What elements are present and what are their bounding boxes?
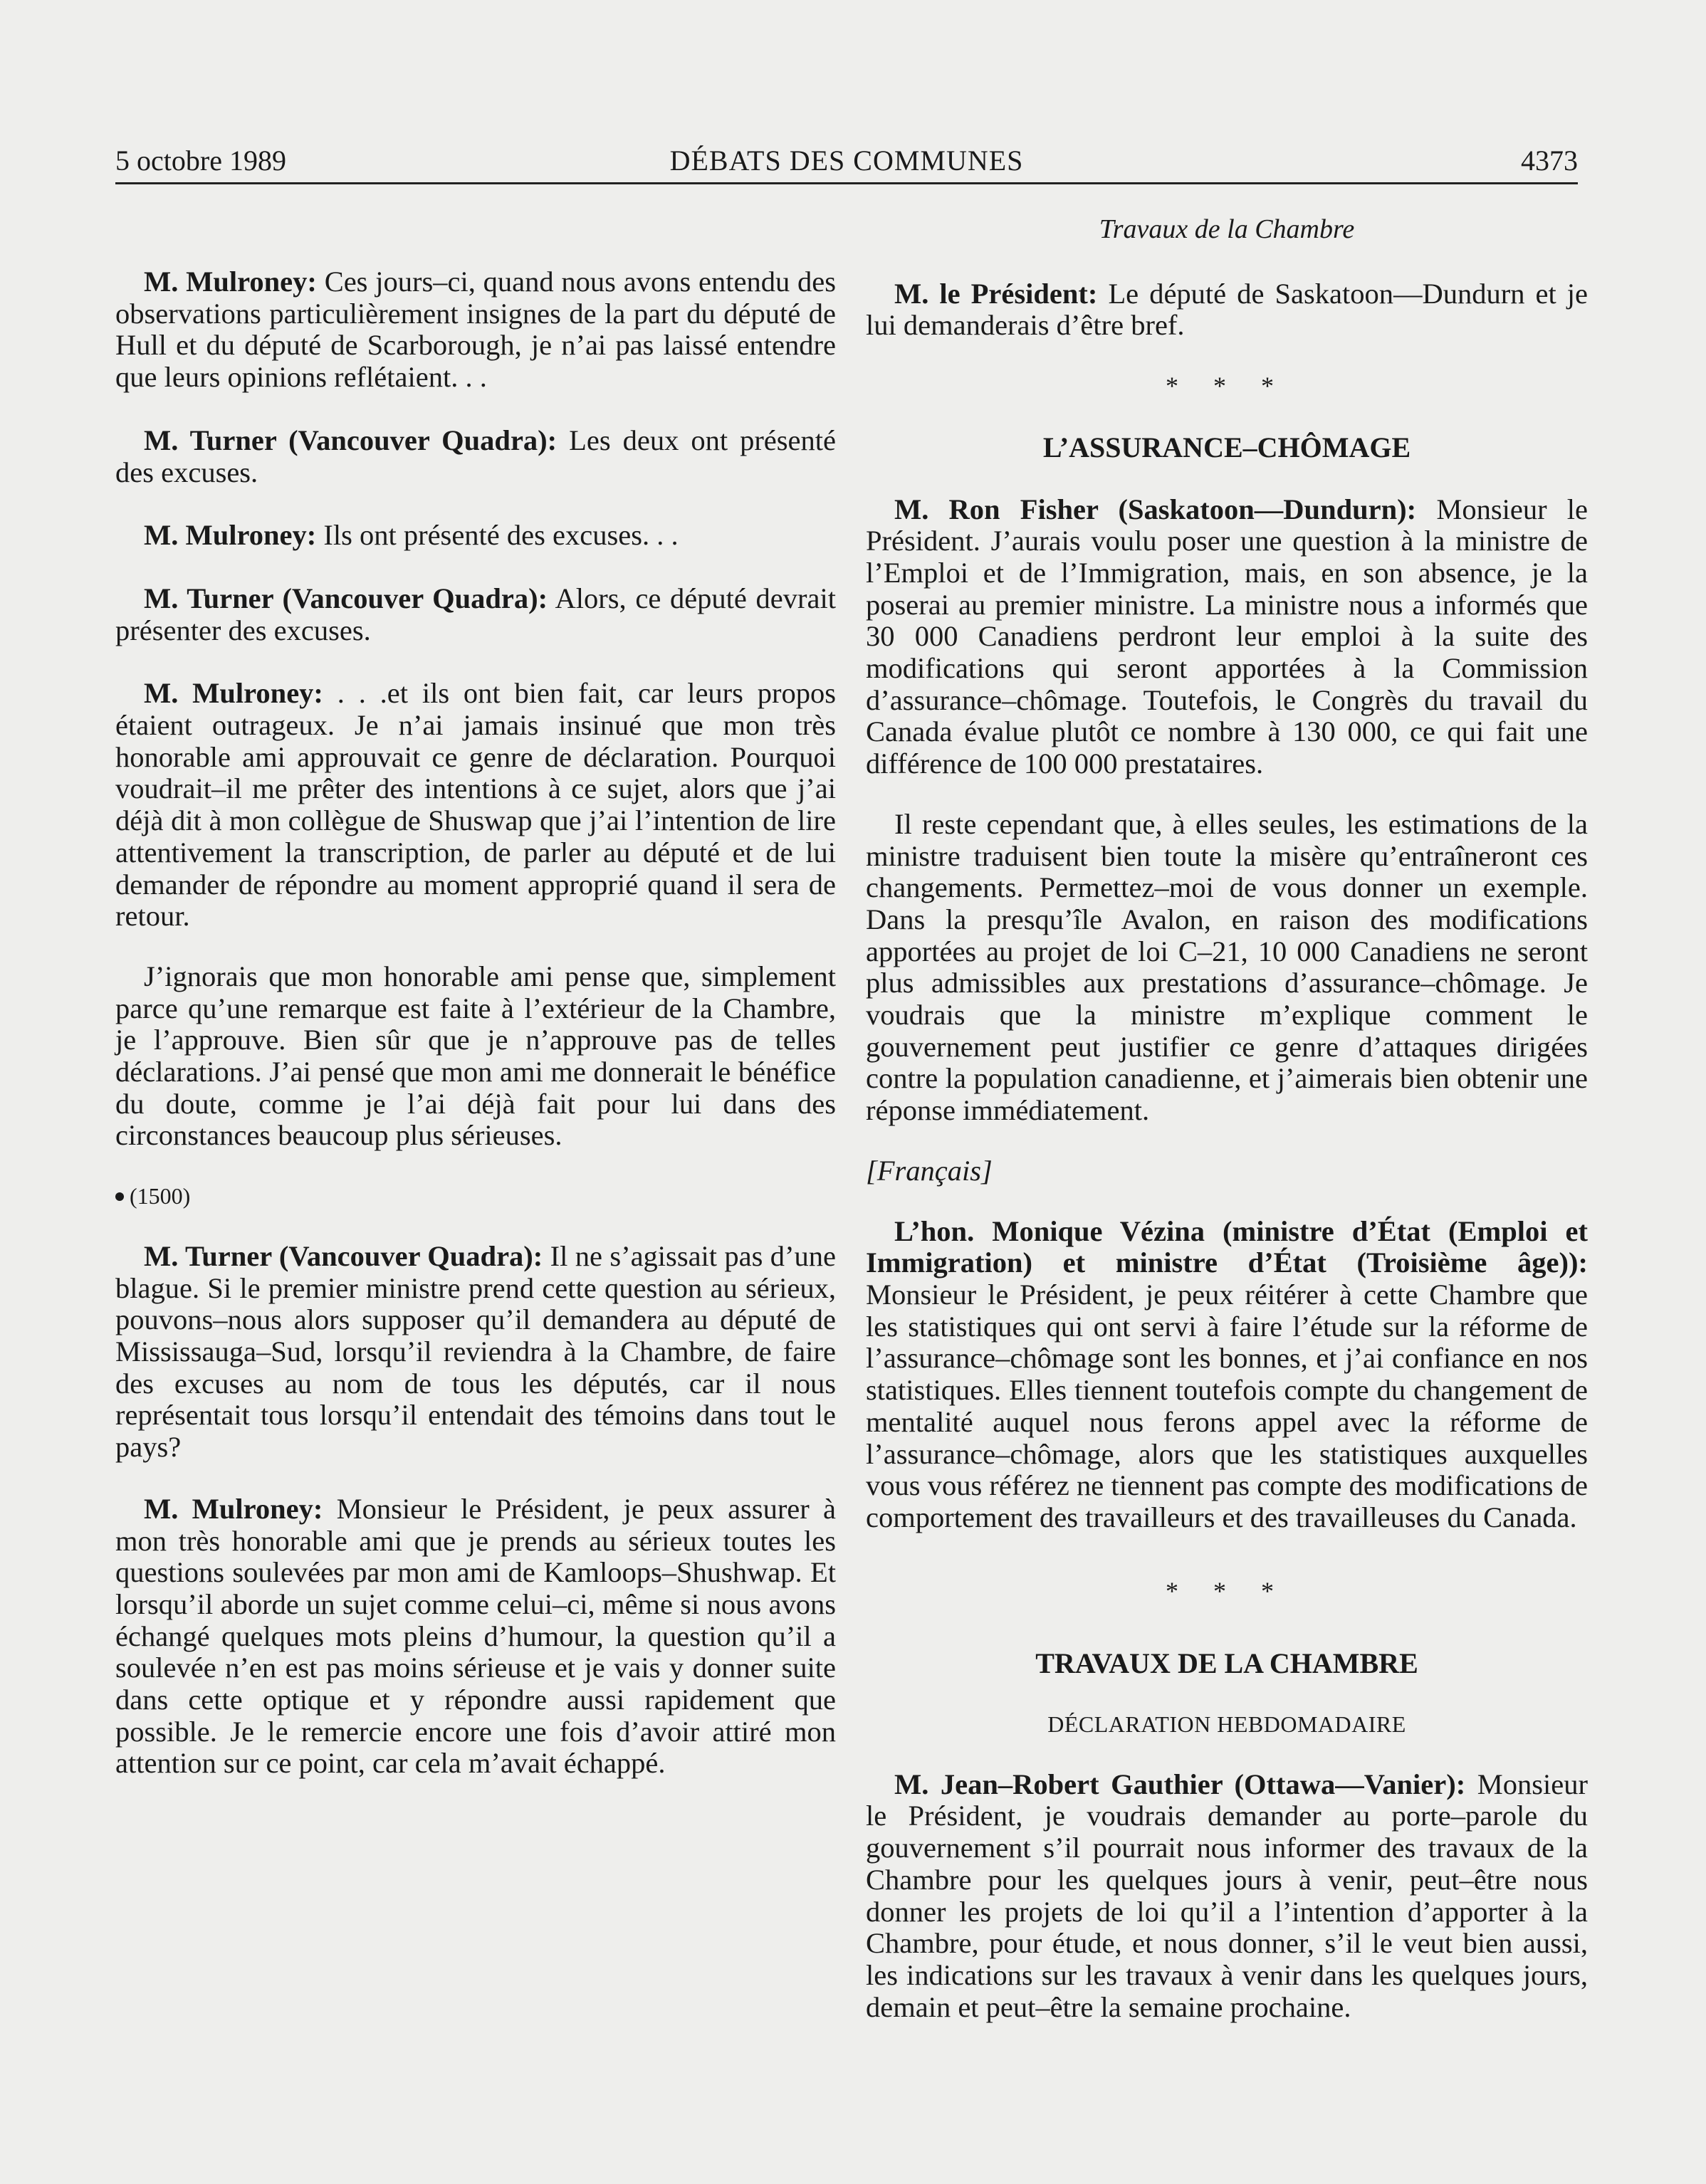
header-title: DÉBATS DES COMMUNES — [669, 145, 1024, 177]
section-separator: * * * — [1166, 372, 1288, 401]
paragraph: Il reste cependant que, à elles seules, les estimations de la ministre traduisent bien toute la misère qu’entraîneront ces changements. Permettez–moi de vous donner un exemple. Dans la presqu’île Avalon, en raison des modifications apportées au projet de loi C–21, 10 000 Canadiens ne seront plus admissibles aux prestations d’assurance–chômage. Je voudrais que la ministre m’explique comment le gouvernement peut justifier ce genre d’attaques dirigées contre la population canadienne, et j’aimerais bien obtenir une réponse immédiatement. — [866, 807, 1588, 1127]
paragraph — [866, 1769, 1588, 2024]
time-marker-text: (1500) — [130, 1183, 191, 1209]
time-marker — [115, 1180, 836, 1212]
speaker-name: M. Turner (Vancouver Quadra): — [144, 582, 548, 614]
language-marker: [Français] — [866, 1154, 993, 1187]
paragraph — [866, 1216, 1588, 1534]
running-head: Travaux de la Chambre — [1099, 214, 1355, 244]
speaker-name: M. Jean–Robert Gauthier (Ottawa—Vanier): — [894, 1768, 1466, 1800]
speech-text: Ils ont présenté des excuses. . . — [316, 519, 679, 552]
paragraph — [115, 425, 836, 488]
speech-text: Monsieur le Président. J’aurais voulu poser une question à la ministre de l’Emploi et de l’Immigration, mais, en son absence, je la poserai au premier ministre. La ministre nous a informés que 30 000 Canadiens perdront leur emploi à la suite des modifications qui seront apportées à la Commission d’assurance–chômage. Toutefois, le Congrès du travail du Canada évalue plutôt ce nombre à 130 000, ce qui fait une différence de 100 000 prestataires. — [866, 493, 1589, 780]
speech-text: Il ne s’agissait pas d’une blague. Si le premier ministre prend cette question au sérieux, pouvons–nous alors supposer qu’il demandera au député de Mississauga–Sud, lorsqu’il reviendra à la Chambre, de faire des excuses au nom de tous les députés, car il nous représentait tous lorsqu’il entendait des témoins dans tout le pays? — [115, 1239, 836, 1464]
right-column — [866, 214, 1588, 2023]
speaker-name: M. Mulroney: — [144, 519, 317, 552]
speech-text: Alors, ce député devrait présenter des excuses. — [115, 582, 836, 646]
section-subheading: DÉCLARATION HEBDOMADAIRE — [1047, 1711, 1406, 1738]
page-header — [115, 141, 1578, 181]
section-separator: * * * — [1166, 1576, 1288, 1605]
speech-text: Monsieur le Président, je peux assurer à mon très honorable ami que je prends au sérieux toutes les questions soulevées par mon ami de Kamloops–Shushwap. Et lorsqu’il aborde un sujet comme celui–ci, même si nous avons échangé quelques mots pleins d’humour, la question qu’il a soulevée n’en est pas moins sérieuse et je vais y donner suite dans cette optique et y répondre aussi rapidement que possible. Je le remercie encore une fois d’avoir attiré mon attention sur ce point, car cela m’avait échappé. — [115, 1492, 836, 1780]
speaker-name: M. Ron Fisher (Saskatoon—Dundurn): — [894, 493, 1417, 525]
paragraph — [115, 678, 836, 933]
paragraph — [115, 1241, 836, 1464]
speech-text: Ces jours–ci, quand nous avons entendu des observations particulièrement insignes de la part du député de Hull et du député de Scarborough, je n’ai pas laissé entendre que leurs opinions reflétaient. . . — [115, 266, 836, 394]
speaker-name: M. le Président: — [894, 277, 1098, 310]
left-column — [115, 214, 836, 1780]
section-heading: TRAVAUX DE LA CHAMBRE — [1035, 1647, 1418, 1680]
header-date: 5 octobre 1989 — [115, 145, 286, 177]
speaker-name: M. Mulroney: — [144, 677, 323, 710]
section-heading: L’ASSURANCE–CHÔMAGE — [1042, 431, 1411, 463]
paragraph — [866, 278, 1588, 342]
bullet-icon — [115, 1192, 124, 1201]
paragraph — [115, 1493, 836, 1780]
speech-text: Monsieur le Président, je voudrais demander au porte–parole du gouvernement s’il pourrait nous informer des travaux de la Chambre pour les quelques jours à venir, peut–être nous donner les projets de loi qu’il a l’intention d’apporter à la Chambre, pour étude, et nous donner, s’il le veut bien aussi, les indications sur les travaux à venir dans les quelques jours, demain et peut–être la semaine prochaine. — [866, 1768, 1588, 2023]
paragraph — [866, 494, 1588, 780]
speech-text: Monsieur le Président, je peux réitérer à cette Chambre que les statistiques qui ont servi à faire l’étude sur la réforme de l’assurance–chômage sont les bonnes, et j’ai confiance en nos statistiques. Elles tiennent toutefois compte du changement de mentalité auquel nous ferons appel avec la réforme de l’assurance–chômage, alors que les statistiques auxquelles vous vous référez ne tiennent pas compte des modifications de comportement des travailleurs et des travailleuses du Canada. — [866, 1278, 1588, 1533]
speaker-name: M. Mulroney: — [144, 1492, 323, 1525]
paragraph — [115, 266, 836, 394]
speech-text: Les deux ont présenté des excuses. — [115, 424, 837, 488]
speech-text: Le député de Saskatoon—Dundurn et je lui demanderais d’être bref. — [866, 277, 1589, 342]
speaker-name: M. Mulroney: — [144, 266, 317, 298]
speaker-name: M. Turner (Vancouver Quadra): — [144, 1239, 543, 1272]
header-rule — [115, 182, 1578, 184]
paragraph — [115, 520, 836, 552]
speech-text: . . .et ils ont bien fait, car leurs propos étaient outrageux. Je n’ai jamais insinué que mon très honorable ami approuvait ce genre de déclaration. Pourquoi voudrait–il me prêter des intentions à ce sujet, alors que j’ai déjà dit à mon collègue de Shuswap que j’ai l’intention de lire attentivement la transcription, de parler au député et de lui demander de répondre au moment approprié quand il sera de retour. — [115, 677, 836, 933]
speaker-name: L’hon. Monique Vézina (ministre d’État (Emploi et Immigration) et ministre d’État (Troisième âge)): — [866, 1214, 1588, 1279]
header-page-number: 4373 — [1521, 145, 1578, 177]
speaker-name: M. Turner (Vancouver Quadra): — [144, 424, 558, 456]
paragraph: J’ignorais que mon honorable ami pense que, simplement parce qu’une remarque est faite à l’extérieur de la Chambre, je l’approuve. Bien sûr que je n’approuve pas de telles déclarations. J’ai pensé que mon ami me donnerait le bénéfice du doute, comme je l’ai déjà fait pour lui dans des circonstances beaucoup plus sérieuses. — [115, 960, 836, 1152]
paragraph — [115, 583, 836, 646]
